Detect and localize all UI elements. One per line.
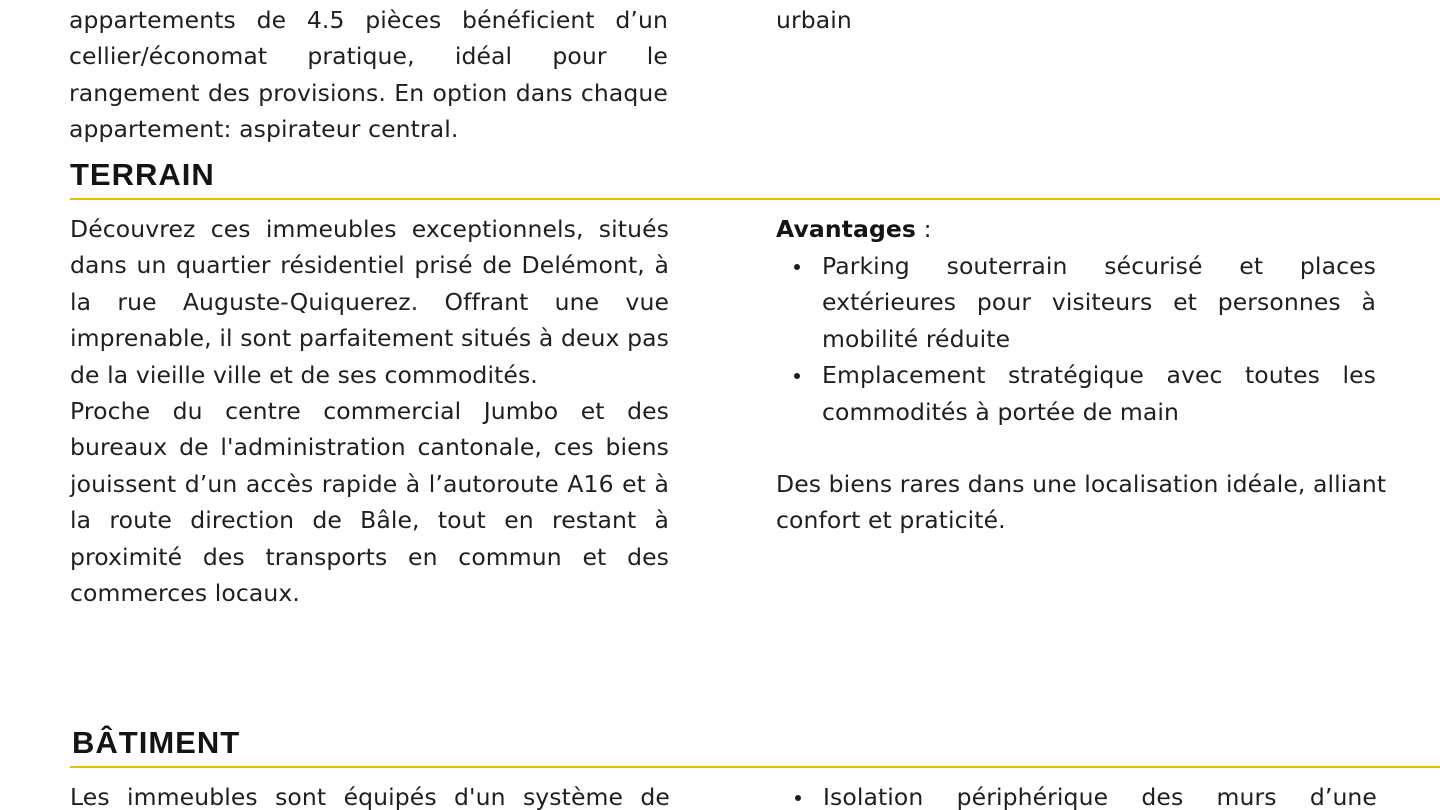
- advantages-heading: [776, 211, 1376, 247]
- section-divider-terrain: [70, 198, 1440, 200]
- top-left-paragraph: [69, 2, 668, 148]
- top-right-paragraph: [776, 2, 1376, 38]
- text-line: Découvrez ces immeubles exceptionnels, situés: [70, 215, 669, 243]
- terrain-left-paragraph-2: [70, 393, 669, 611]
- text-line: appartements de 4.5 pièces bénéficient d’un: [69, 6, 668, 34]
- text-line: Isolation périphérique des murs d’une: [823, 783, 1377, 810]
- text-line: urbain: [776, 6, 852, 34]
- list-item: [776, 248, 1376, 357]
- advantages-list: [776, 248, 1376, 430]
- text-line: dans un quartier résidentiel prisé de Delémont, à: [70, 251, 669, 280]
- text-line: imprenable, il sont parfaitement situés à deux pas: [70, 324, 669, 353]
- text-line: rangement des provisions. En option dans chaque: [69, 78, 668, 107]
- text-line: mobilité réduite: [822, 324, 1011, 353]
- advantages-label: Avantages: [776, 215, 916, 243]
- text-line: Des biens rares dans une localisation idéale, alliant: [776, 470, 1387, 498]
- text-line: Les immeubles sont équipés d'un système de: [70, 783, 670, 810]
- text-line: commerces locaux.: [70, 578, 300, 607]
- text-line: Proche du centre commercial Jumbo et des: [70, 397, 669, 425]
- text-line: la route direction de Bâle, tout en restant à: [70, 506, 669, 535]
- text-line: Emplacement stratégique avec toutes les: [822, 361, 1376, 390]
- text-line: Parking souterrain sécurisé et places: [822, 252, 1376, 280]
- text-line: cellier/économat pratique, idéal pour le: [69, 42, 668, 71]
- text-line: confort et praticité.: [776, 506, 1006, 535]
- text-line: bureaux de l'administration cantonale, ces biens: [70, 433, 669, 462]
- section-title-batiment: BÂTIMENT: [72, 725, 241, 760]
- section-title-terrain: TERRAIN: [70, 157, 215, 192]
- text-line: proximité des transports en commun et des: [70, 542, 669, 571]
- terrain-left-paragraph-1: [70, 211, 669, 393]
- section-divider-batiment: [70, 766, 1440, 768]
- advantages-colon: :: [916, 215, 932, 243]
- list-item: [777, 779, 1377, 810]
- text-line: appartement: aspirateur central.: [69, 115, 459, 144]
- list-item: [776, 357, 1376, 430]
- batiment-left-paragraph: [70, 779, 670, 810]
- batiment-features-list: [777, 779, 1377, 810]
- bullet-icon: [795, 795, 801, 801]
- text-line: commodités à portée de main: [822, 397, 1179, 426]
- terrain-closing-paragraph: [776, 466, 1387, 539]
- text-line: de la vieille ville et de ses commodités.: [70, 360, 538, 389]
- text-line: jouissent d’un accès rapide à l’autoroute A16 et à: [70, 469, 669, 498]
- text-line: la rue Auguste-Quiquerez. Offrant une vue: [70, 287, 669, 316]
- bullet-icon: [794, 373, 800, 379]
- bullet-icon: [794, 264, 800, 270]
- text-line: extérieures pour visiteurs et personnes à: [822, 288, 1376, 317]
